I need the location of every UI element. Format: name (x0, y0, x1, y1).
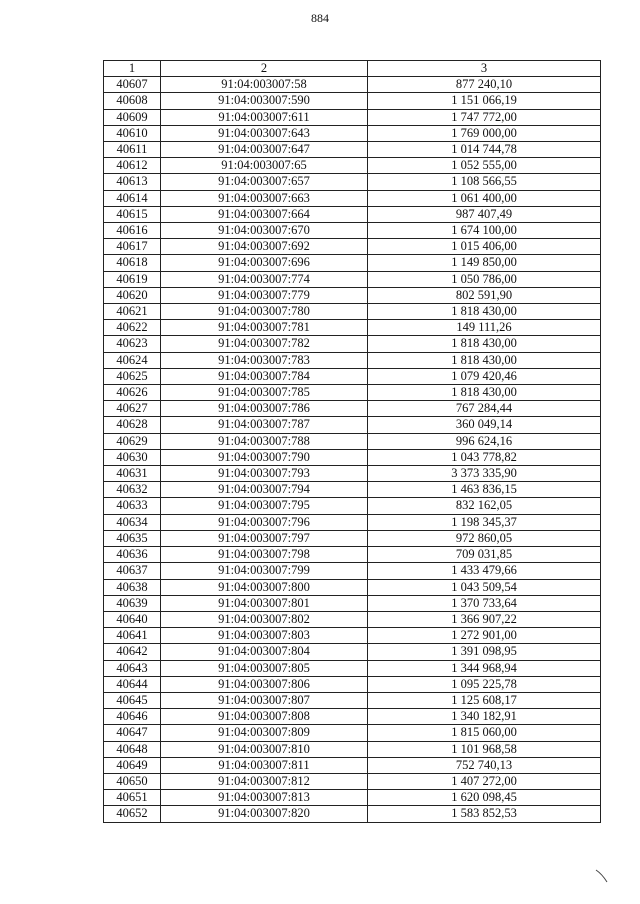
cadastral-value-cell: 1 463 836,15 (368, 482, 601, 498)
table-row (104, 563, 601, 579)
pen-stroke-mark (594, 868, 610, 884)
row-number-cell: 40615 (104, 206, 161, 222)
cadastral-value-cell: 1 407 272,00 (368, 773, 601, 789)
cadastral-number-cell: 91:04:003007:790 (161, 449, 368, 465)
row-number-cell: 40607 (104, 77, 161, 93)
cadastral-value-cell: 1 151 066,19 (368, 93, 601, 109)
table-row (104, 498, 601, 514)
cadastral-value-cell: 1 108 566,55 (368, 174, 601, 190)
table-row (104, 77, 601, 93)
cadastral-number-cell: 91:04:003007:781 (161, 320, 368, 336)
cadastral-value-cell: 149 111,26 (368, 320, 601, 336)
row-number-cell: 40649 (104, 757, 161, 773)
table-row (104, 449, 601, 465)
table-row (104, 271, 601, 287)
row-number-cell: 40644 (104, 676, 161, 692)
cadastral-value-cell: 1 366 907,22 (368, 611, 601, 627)
cadastral-number-cell: 91:04:003007:696 (161, 255, 368, 271)
row-number-cell: 40646 (104, 709, 161, 725)
row-number-cell: 40620 (104, 287, 161, 303)
table-row (104, 433, 601, 449)
row-number-cell: 40630 (104, 449, 161, 465)
row-number-cell: 40651 (104, 790, 161, 806)
cadastral-value-cell: 877 240,10 (368, 77, 601, 93)
table-row (104, 158, 601, 174)
row-number-cell: 40614 (104, 190, 161, 206)
column-header-2: 2 (161, 61, 368, 77)
table-row (104, 93, 601, 109)
row-number-cell: 40627 (104, 401, 161, 417)
table-row (104, 757, 601, 773)
cadastral-value-cell: 1 674 100,00 (368, 223, 601, 239)
cadastral-number-cell: 91:04:003007:803 (161, 628, 368, 644)
cadastral-number-cell: 91:04:003007:812 (161, 773, 368, 789)
cadastral-value-cell: 1 015 406,00 (368, 239, 601, 255)
row-number-cell: 40631 (104, 466, 161, 482)
cadastral-number-cell: 91:04:003007:647 (161, 142, 368, 158)
cadastral-value-cell: 1 043 778,82 (368, 449, 601, 465)
page-number: 884 (311, 11, 329, 25)
row-number-cell: 40619 (104, 271, 161, 287)
cadastral-value-cell: 1 061 400,00 (368, 190, 601, 206)
table-row (104, 142, 601, 158)
row-number-cell: 40612 (104, 158, 161, 174)
row-number-cell: 40608 (104, 93, 161, 109)
table-row (104, 336, 601, 352)
cadastral-number-cell: 91:04:003007:590 (161, 93, 368, 109)
table-row (104, 255, 601, 271)
row-number-cell: 40624 (104, 352, 161, 368)
row-number-cell: 40629 (104, 433, 161, 449)
table-row (104, 611, 601, 627)
table-row (104, 514, 601, 530)
table-row (104, 287, 601, 303)
column-header-3: 3 (368, 61, 601, 77)
table-header-row (104, 61, 601, 77)
cadastral-number-cell: 91:04:003007:799 (161, 563, 368, 579)
cadastral-number-cell: 91:04:003007:782 (161, 336, 368, 352)
cadastral-number-cell: 91:04:003007:788 (161, 433, 368, 449)
cadastral-value-cell: 1 370 733,64 (368, 595, 601, 611)
cadastral-number-cell: 91:04:003007:670 (161, 223, 368, 239)
cadastral-number-cell: 91:04:003007:785 (161, 385, 368, 401)
row-number-cell: 40640 (104, 611, 161, 627)
table-row (104, 547, 601, 563)
cadastral-value-cell: 767 284,44 (368, 401, 601, 417)
table-row (104, 628, 601, 644)
row-number-cell: 40618 (104, 255, 161, 271)
row-number-cell: 40652 (104, 806, 161, 822)
row-number-cell: 40639 (104, 595, 161, 611)
cadastral-value-cell: 1 818 430,00 (368, 304, 601, 320)
cadastral-value-cell: 1 391 098,95 (368, 644, 601, 660)
cadastral-number-cell: 91:04:003007:657 (161, 174, 368, 190)
row-number-cell: 40623 (104, 336, 161, 352)
row-number-cell: 40616 (104, 223, 161, 239)
cadastral-value-cell: 1 583 852,53 (368, 806, 601, 822)
row-number-cell: 40609 (104, 109, 161, 125)
cadastral-value-cell: 996 624,16 (368, 433, 601, 449)
row-number-cell: 40625 (104, 368, 161, 384)
row-number-cell: 40637 (104, 563, 161, 579)
table-row (104, 401, 601, 417)
cadastral-number-cell: 91:04:003007:808 (161, 709, 368, 725)
cadastral-number-cell: 91:04:003007:820 (161, 806, 368, 822)
cadastral-number-cell: 91:04:003007:797 (161, 530, 368, 546)
cadastral-number-cell: 91:04:003007:802 (161, 611, 368, 627)
cadastral-number-cell: 91:04:003007:663 (161, 190, 368, 206)
row-number-cell: 40645 (104, 692, 161, 708)
cadastral-number-cell: 91:04:003007:793 (161, 466, 368, 482)
row-number-cell: 40622 (104, 320, 161, 336)
row-number-cell: 40642 (104, 644, 161, 660)
cadastral-number-cell: 91:04:003007:798 (161, 547, 368, 563)
table-row (104, 530, 601, 546)
cadastral-value-cell: 3 373 335,90 (368, 466, 601, 482)
table-row (104, 174, 601, 190)
cadastral-value-cell: 1 043 509,54 (368, 579, 601, 595)
row-number-cell: 40626 (104, 385, 161, 401)
cadastral-value-cell: 1 433 479,66 (368, 563, 601, 579)
row-number-cell: 40610 (104, 125, 161, 141)
cadastral-number-cell: 91:04:003007:795 (161, 498, 368, 514)
cadastral-value-cell: 360 049,14 (368, 417, 601, 433)
row-number-cell: 40648 (104, 741, 161, 757)
cadastral-value-cell: 1 747 772,00 (368, 109, 601, 125)
cadastral-value-cell: 1 052 555,00 (368, 158, 601, 174)
row-number-cell: 40634 (104, 514, 161, 530)
cadastral-value-cell: 1 818 430,00 (368, 385, 601, 401)
cadastral-value-cell: 1 340 182,91 (368, 709, 601, 725)
cadastral-number-cell: 91:04:003007:786 (161, 401, 368, 417)
table-row (104, 676, 601, 692)
table-row (104, 466, 601, 482)
table-row (104, 725, 601, 741)
cadastral-number-cell: 91:04:003007:809 (161, 725, 368, 741)
cadastral-number-cell: 91:04:003007:806 (161, 676, 368, 692)
row-number-cell: 40635 (104, 530, 161, 546)
table-row (104, 320, 601, 336)
table-row (104, 579, 601, 595)
cadastral-number-cell: 91:04:003007:787 (161, 417, 368, 433)
table-row (104, 239, 601, 255)
table-row (104, 368, 601, 384)
table-row (104, 206, 601, 222)
cadastral-number-cell: 91:04:003007:801 (161, 595, 368, 611)
row-number-cell: 40641 (104, 628, 161, 644)
cadastral-value-cell: 1 079 420,46 (368, 368, 601, 384)
column-header-1: 1 (104, 61, 161, 77)
cadastral-value-cell: 752 740,13 (368, 757, 601, 773)
cadastral-number-cell: 91:04:003007:783 (161, 352, 368, 368)
cadastral-number-cell: 91:04:003007:807 (161, 692, 368, 708)
table-row (104, 660, 601, 676)
table-row (104, 773, 601, 789)
table-row (104, 806, 601, 822)
table-row (104, 644, 601, 660)
cadastral-value-table (103, 60, 601, 823)
cadastral-value-cell: 1 815 060,00 (368, 725, 601, 741)
table-row (104, 223, 601, 239)
cadastral-number-cell: 91:04:003007:774 (161, 271, 368, 287)
row-number-cell: 40647 (104, 725, 161, 741)
cadastral-number-cell: 91:04:003007:664 (161, 206, 368, 222)
table-row (104, 352, 601, 368)
cadastral-value-cell: 832 162,05 (368, 498, 601, 514)
cadastral-number-cell: 91:04:003007:810 (161, 741, 368, 757)
table-row (104, 482, 601, 498)
row-number-cell: 40636 (104, 547, 161, 563)
row-number-cell: 40638 (104, 579, 161, 595)
cadastral-number-cell: 91:04:003007:692 (161, 239, 368, 255)
cadastral-value-cell: 1 050 786,00 (368, 271, 601, 287)
cadastral-number-cell: 91:04:003007:796 (161, 514, 368, 530)
cadastral-value-cell: 1 769 000,00 (368, 125, 601, 141)
cadastral-value-cell: 1 101 968,58 (368, 741, 601, 757)
cadastral-number-cell: 91:04:003007:780 (161, 304, 368, 320)
cadastral-number-cell: 91:04:003007:779 (161, 287, 368, 303)
cadastral-number-cell: 91:04:003007:643 (161, 125, 368, 141)
row-number-cell: 40611 (104, 142, 161, 158)
cadastral-number-cell: 91:04:003007:804 (161, 644, 368, 660)
cadastral-value-cell: 1 198 345,37 (368, 514, 601, 530)
cadastral-number-cell: 91:04:003007:794 (161, 482, 368, 498)
cadastral-value-cell: 709 031,85 (368, 547, 601, 563)
row-number-cell: 40617 (104, 239, 161, 255)
cadastral-value-cell: 1 149 850,00 (368, 255, 601, 271)
cadastral-value-cell: 1 620 098,45 (368, 790, 601, 806)
row-number-cell: 40628 (104, 417, 161, 433)
table-row (104, 109, 601, 125)
cadastral-number-cell: 91:04:003007:800 (161, 579, 368, 595)
row-number-cell: 40613 (104, 174, 161, 190)
table-row (104, 790, 601, 806)
cadastral-value-cell: 802 591,90 (368, 287, 601, 303)
row-number-cell: 40621 (104, 304, 161, 320)
table-row (104, 190, 601, 206)
cadastral-number-cell: 91:04:003007:813 (161, 790, 368, 806)
cadastral-number-cell: 91:04:003007:811 (161, 757, 368, 773)
table-row (104, 417, 601, 433)
table-row (104, 709, 601, 725)
cadastral-value-cell: 972 860,05 (368, 530, 601, 546)
cadastral-value-cell: 987 407,49 (368, 206, 601, 222)
table-row (104, 595, 601, 611)
cadastral-value-cell: 1 344 968,94 (368, 660, 601, 676)
table-row (104, 692, 601, 708)
cadastral-value-cell: 1 125 608,17 (368, 692, 601, 708)
table-row (104, 304, 601, 320)
table-row (104, 741, 601, 757)
cadastral-number-cell: 91:04:003007:611 (161, 109, 368, 125)
row-number-cell: 40632 (104, 482, 161, 498)
row-number-cell: 40650 (104, 773, 161, 789)
table-row (104, 125, 601, 141)
cadastral-number-cell: 91:04:003007:784 (161, 368, 368, 384)
cadastral-number-cell: 91:04:003007:65 (161, 158, 368, 174)
cadastral-value-cell: 1 818 430,00 (368, 336, 601, 352)
cadastral-value-cell: 1 272 901,00 (368, 628, 601, 644)
row-number-cell: 40643 (104, 660, 161, 676)
cadastral-value-cell: 1 818 430,00 (368, 352, 601, 368)
cadastral-number-cell: 91:04:003007:805 (161, 660, 368, 676)
cadastral-value-cell: 1 014 744,78 (368, 142, 601, 158)
table-row (104, 385, 601, 401)
table-body (104, 77, 601, 822)
row-number-cell: 40633 (104, 498, 161, 514)
cadastral-value-cell: 1 095 225,78 (368, 676, 601, 692)
cadastral-number-cell: 91:04:003007:58 (161, 77, 368, 93)
